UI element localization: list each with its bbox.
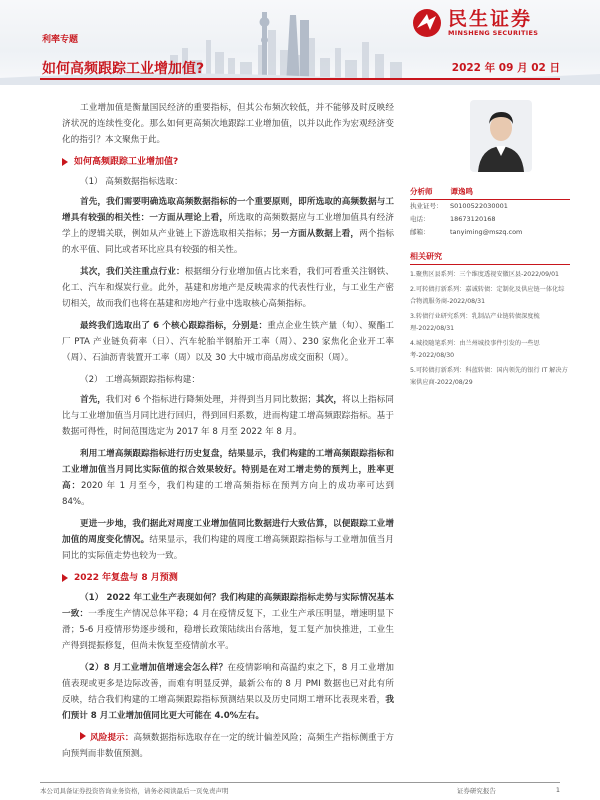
triangle-bullet-icon [62,574,68,582]
paragraph-construction: 首先，我们对 6 个指标进行降频处理，并得到当月同比数据；其次，将以上指标同比与工业增加值当月同比进行回归，得到回归系数，进而构建工增高频跟踪指标。基于数据可得性，时间范围选定为 2017 年 8 月至 2022 年 8 月。 [62,395,394,437]
section-heading-text: 2022 年复盘与 8 月预测 [74,573,178,583]
related-research-item[interactable]: 3.转债行业研究系列：乳制品产业链转债深度梳理-2022/08/31 [410,313,540,332]
report-category-tag: 利率专题 [42,35,79,45]
paragraph-key-industries: 其次，我们关注重点行业：根据细分行业增加值占比来看，我们可看重关注钢铁、化工、汽车和煤炭行业。此外，基建和房地产是反映需求的代表性行业，与工业生产密切相关，故而我们也将在基建和房地产行业中选取核心高频指标。 [62,267,394,309]
section-heading-1 [62,154,394,170]
subheading-indicator-construction: （2） 工增高频跟踪指标构建： [80,375,200,385]
section-heading-2 [62,570,394,586]
related-research-item[interactable]: 1.聚焦区县系列：三个维度透视安徽区县-2022/09/01 [410,271,559,278]
subheading-indicator-selection: （1） 高频数据指标选取： [80,177,183,187]
triangle-bullet-icon [80,732,86,740]
sidebar [410,100,570,392]
related-research-item[interactable]: 5.可转债打新系列：科蓝转债：国内领先的银行 IT 解决方案供应商-2022/08/29 [410,367,568,386]
minsheng-logo-mark-icon [412,8,442,38]
triangle-bullet-icon [62,158,68,166]
cert-row: 执业证号： S0100522030001 [410,202,508,210]
page-number: 1 [555,786,560,794]
email-link[interactable]: tanyiming@mszq.com [450,228,523,236]
related-research-list [410,269,570,389]
footer-report-type: 证券研究报告 [456,787,496,795]
report-body [62,100,394,768]
analyst-info [410,200,570,239]
analyst-row [410,186,570,200]
report-date: 2022 年 09 月 02 日 [451,62,560,74]
paragraph-risk-warning: 风险提示：高频数据指标选取存在一定的统计偏差风险；高频生产指标侧重于方向预判而非数值预测。 [62,733,394,759]
minsheng-logo [412,6,582,40]
paragraph-six-indicators: 最终我们选取出了 6 个核心跟踪指标，分别是：重点企业生铁产量（旬）、聚酯工厂 PTA 产业链负荷率（日）、汽车轮胎半钢胎开工率（周）、230 家焦化企业开工率（周）、石油沥青装置开工率（周）以及 30 大中城市商品房成交面积（周）。 [62,321,394,363]
analyst-label: 分析师 [410,187,433,196]
disclaimer-note: 本公司具备证券投资咨询业务资格，请务必阅读最后一页免责声明 [40,787,229,795]
page-header [0,0,600,85]
page-footer [40,786,560,795]
paragraph-2022-review: （1） 2022 年工业生产表现如何？我们构建的高频跟踪指标走势与实际情况基本一致：一季度生产情况总体平稳；4 月在疫情反复下，工业生产承压明显，增速明显下滑；5-6 月疫情形势逐步缓和，稳增长政策陆续出台落地，复工复产加快推进，工业生产得到提振修复，但尚未恢复至疫情前水平。 [62,593,394,651]
related-research-item[interactable]: 2.可转债打新系列：嘉诚转债：定制化及供应链一体化综合物流服务商-2022/08/31 [410,286,565,305]
paragraph-weekly-estimate: 更进一步地，我们据此对周度工业增加值同比数据进行大致估算，以便跟踪工业增加值的周度变化情况。结果显示，我们构建的周度工增高频跟踪指标与工业增加值当月同比的实际值走势也较为一致。 [62,519,394,561]
related-research-item[interactable]: 4.城投随笔系列：由兰州城投事件引发的一些思考-2022/08/30 [410,340,540,359]
report-title: 如何高频跟踪工业增加值? [42,61,205,77]
tel-row: 电话： 18673120168 [410,215,496,223]
header-divider [40,78,560,80]
logo-chinese-name: 民生证券 [448,8,533,30]
intro-paragraph: 工业增加值是衡量国民经济的重要指标，但其公布频次较低，并不能够及时反映经济状况的连续性变化。那么如何更高频次地跟踪工业增加值，以并以此作为宏观经济变化的指引？本文聚焦于此。 [62,103,394,145]
section-heading-text: 如何高频跟踪工业增加值? [74,157,179,167]
related-research-title: 相关研究 [410,251,570,265]
paragraph-backtest: 利用工增高频跟踪指标进行历史复盘，结果显示，我们构建的工增高频跟踪指标和工业增加值当月同比实际值的拟合效果较好。特别是在对工增走势的预判上，胜率更高：2020 年 1 月至今，我们构建的工增高频指标在预判方向上的成功率可达到 84%。 [62,449,394,507]
mail-row: 邮箱： tanyiming@mszq.com [410,228,523,236]
paragraph-principle: 首先，我们需要明确选取高频数据指标的一个重要原则，即所选取的高频数据与工增具有较强的相关性：一方面从理论上看，所选取的高频数据应与工业增加值具有经济学上的逻辑关联，例如从产业链上下游选取相关指标；另一方面从数据上看，两个指标的水平值、同比或者环比应具有较强的相关性。 [62,197,394,255]
paragraph-august-forecast: （2）8 月工业增加值增速会怎么样？在疫情影响和高温约束之下，8 月工业增加值表现或更多是边际改善，而难有明显反弹，最新公布的 8 月 PMI 数据也已对此有所反映，结合我们构建的工增高频跟踪指标预测结果以及历史同期工增环比表现来看，我们预计 8 月工业增加值同比更大可能在 4.0%左右。 [62,663,395,721]
analyst-photo [470,100,532,172]
analyst-name: 谭逸鸣 [450,187,473,196]
footer-divider [40,782,560,783]
logo-english-name: MINSHENG SECURITIES [448,29,539,37]
